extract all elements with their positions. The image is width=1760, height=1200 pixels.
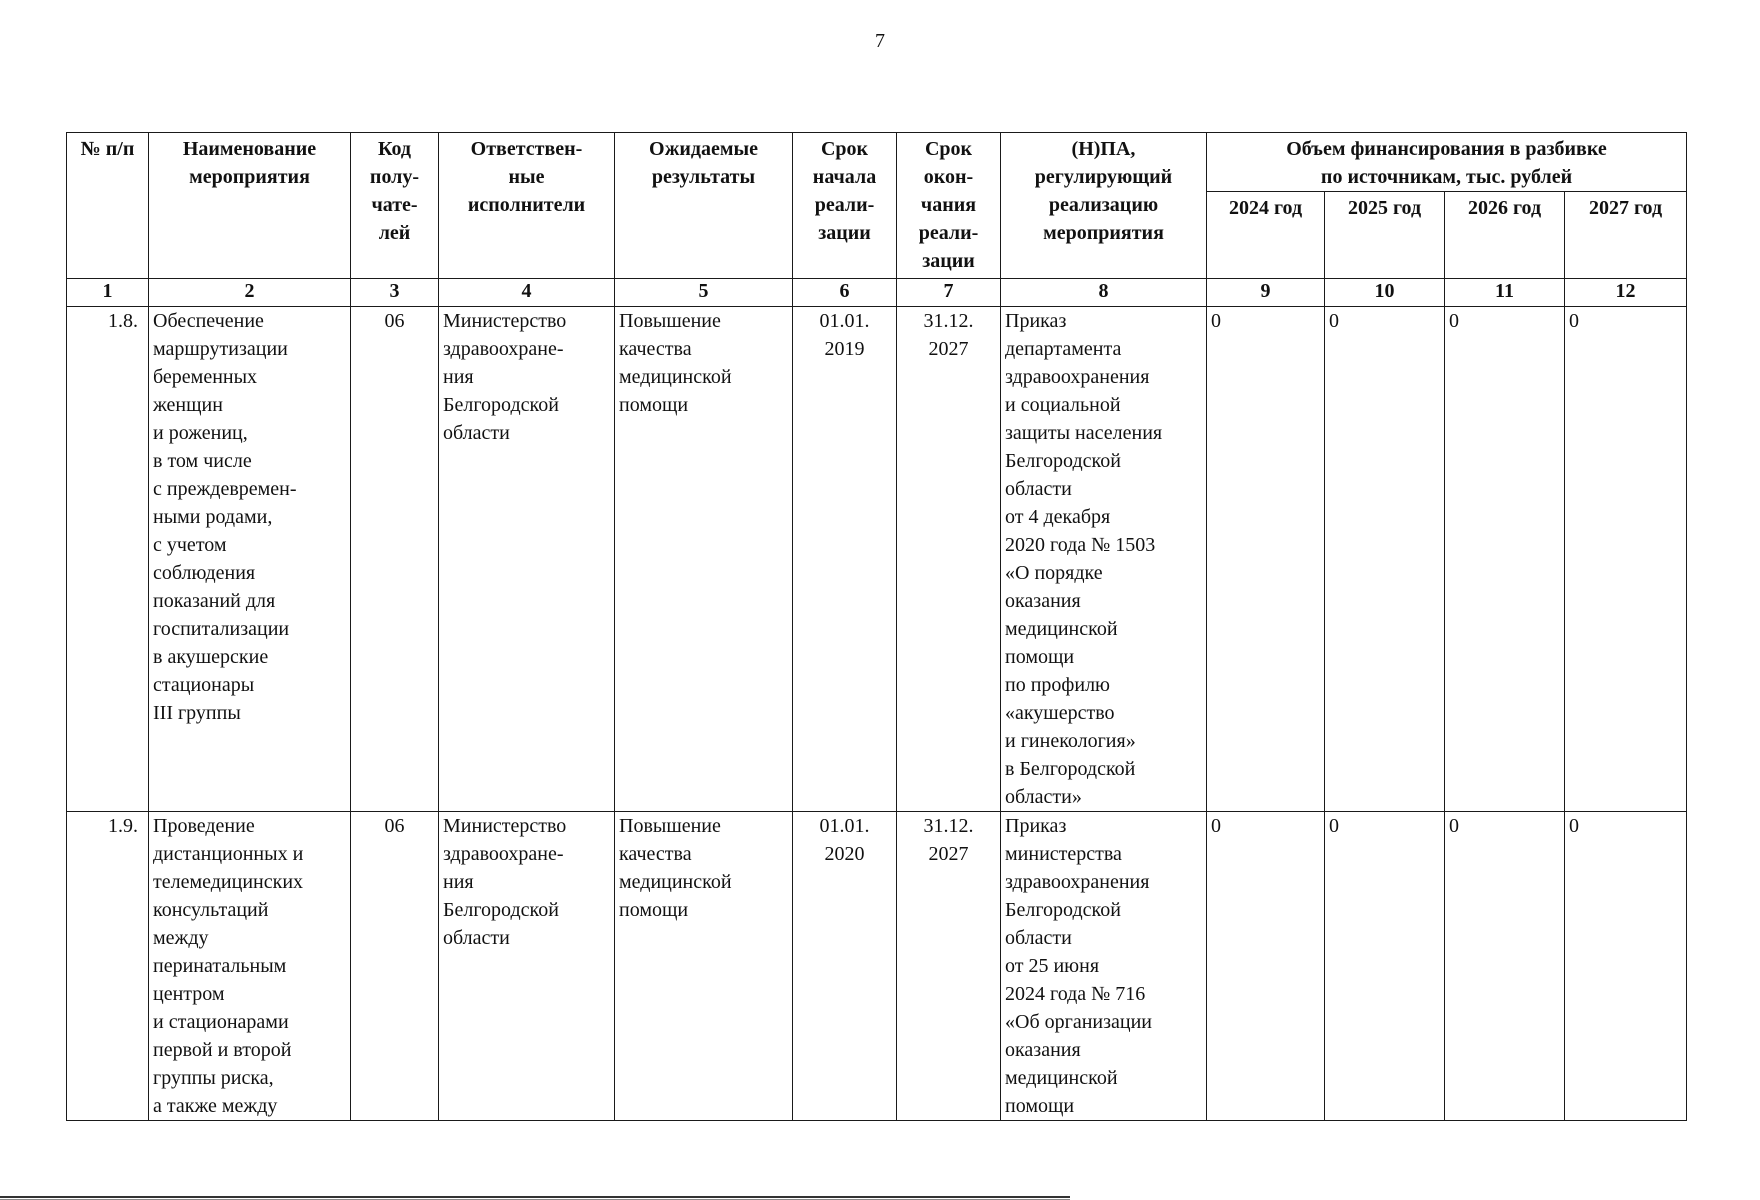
header-year-2025: 2025 год xyxy=(1325,192,1445,279)
header-number: № п/п xyxy=(67,133,149,279)
column-number: 5 xyxy=(615,279,793,307)
header-year-2026: 2026 год xyxy=(1445,192,1565,279)
funding-2024: 0 xyxy=(1207,812,1325,1121)
activity-name: Обеспечение маршрутизации беременных женщин и рожениц, в том числе с преждевремен- ными родами, с учетом соблюдения показаний для госпитализации в акушерские стационары III группы xyxy=(149,307,351,812)
column-number: 1 xyxy=(67,279,149,307)
end-date: 31.12. 2027 xyxy=(897,812,1001,1121)
header-executors: Ответствен- ные исполнители xyxy=(439,133,615,279)
table-row xyxy=(67,307,1687,812)
header-funding: Объем финансирования в разбивке по источникам, тыс. рублей xyxy=(1207,133,1687,192)
column-number: 8 xyxy=(1001,279,1207,307)
column-number: 12 xyxy=(1565,279,1687,307)
header-recipient-code: Код полу- чате- лей xyxy=(351,133,439,279)
column-number: 9 xyxy=(1207,279,1325,307)
header-end-date: Срок окон- чания реали- зации xyxy=(897,133,1001,279)
funding-2026: 0 xyxy=(1445,812,1565,1121)
column-number: 7 xyxy=(897,279,1001,307)
header-legal-act: (Н)ПА, регулирующий реализацию мероприятия xyxy=(1001,133,1207,279)
table-row xyxy=(67,812,1687,1121)
header-year-2024: 2024 год xyxy=(1207,192,1325,279)
expected-results: Повышение качества медицинской помощи xyxy=(615,307,793,812)
start-date: 01.01. 2019 xyxy=(793,307,897,812)
header-start-date: Срок начала реали- зации xyxy=(793,133,897,279)
column-number: 3 xyxy=(351,279,439,307)
funding-2025: 0 xyxy=(1325,812,1445,1121)
funding-2024: 0 xyxy=(1207,307,1325,812)
column-number: 11 xyxy=(1445,279,1565,307)
activities-table xyxy=(66,132,1687,1121)
funding-2027: 0 xyxy=(1565,812,1687,1121)
column-number: 10 xyxy=(1325,279,1445,307)
recipient-code: 06 xyxy=(351,307,439,812)
executors: Министерство здравоохране- ния Белгородской области xyxy=(439,307,615,812)
funding-2027: 0 xyxy=(1565,307,1687,812)
funding-2025: 0 xyxy=(1325,307,1445,812)
scan-edge-line xyxy=(0,1196,1070,1198)
activity-name: Проведение дистанционных и телемедицинских консультаций между перинатальным центром и стационарами первой и второй группы риска, а также между xyxy=(149,812,351,1121)
column-number: 4 xyxy=(439,279,615,307)
row-number: 1.9. xyxy=(67,812,149,1121)
header-expected-results: Ожидаемые результаты xyxy=(615,133,793,279)
page-number: 7 xyxy=(875,30,885,52)
legal-act: Приказ департамента здравоохранения и социальной защиты населения Белгородской области от 4 декабря 2020 года № 1503 «О порядке оказания медицинской помощи по профилю «акушерство и гинекология» в Белгородской области» xyxy=(1001,307,1207,812)
column-numbers-row xyxy=(67,279,1687,307)
legal-act: Приказ министерства здравоохранения Белгородской области от 25 июня 2024 года № 716 «Об организации оказания медицинской помощи xyxy=(1001,812,1207,1121)
executors: Министерство здравоохране- ния Белгородской области xyxy=(439,812,615,1121)
recipient-code: 06 xyxy=(351,812,439,1121)
expected-results: Повышение качества медицинской помощи xyxy=(615,812,793,1121)
header-year-2027: 2027 год xyxy=(1565,192,1687,279)
column-number: 2 xyxy=(149,279,351,307)
header-activity-name: Наименование мероприятия xyxy=(149,133,351,279)
row-number: 1.8. xyxy=(67,307,149,812)
start-date: 01.01. 2020 xyxy=(793,812,897,1121)
header-row xyxy=(67,133,1687,192)
funding-2026: 0 xyxy=(1445,307,1565,812)
end-date: 31.12. 2027 xyxy=(897,307,1001,812)
column-number: 6 xyxy=(793,279,897,307)
